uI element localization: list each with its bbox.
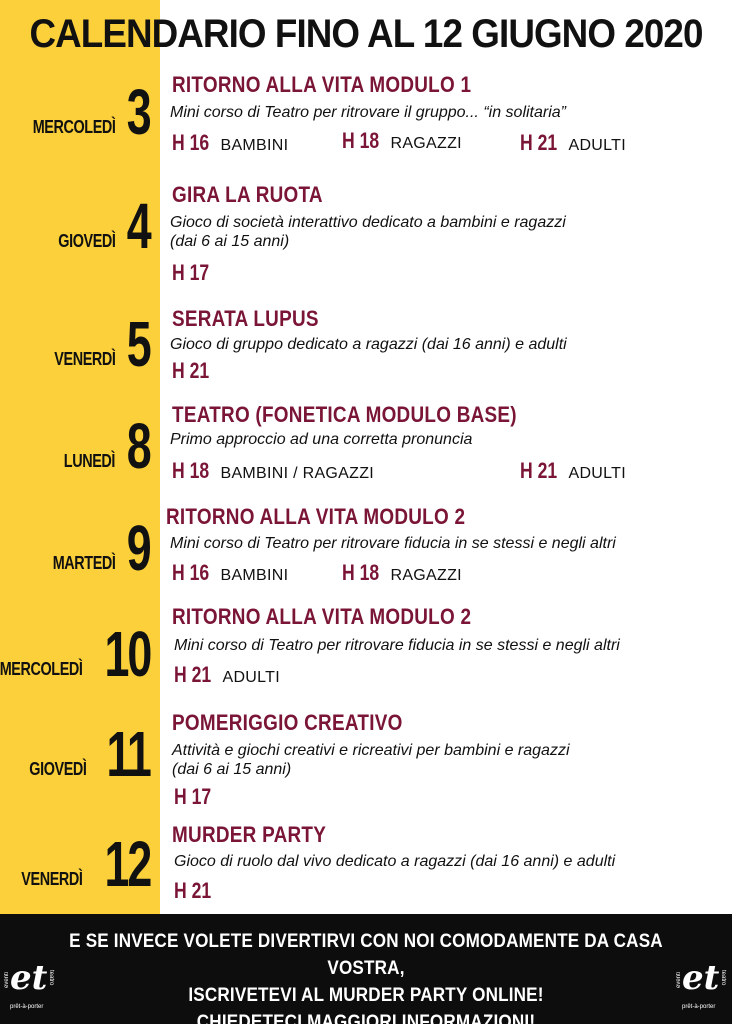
time-label: H 17 bbox=[174, 784, 212, 809]
time-slot bbox=[174, 662, 280, 688]
time-slot bbox=[172, 358, 218, 384]
time-label: H 17 bbox=[172, 260, 210, 285]
event-title: GIRA LA RUOTA bbox=[172, 182, 323, 207]
day-number: 11 bbox=[106, 718, 150, 790]
time-label: H 21 bbox=[172, 358, 210, 383]
time-slot bbox=[172, 260, 218, 286]
description-line: (dai 6 ai 15 anni) bbox=[170, 233, 290, 250]
date-block bbox=[6, 828, 150, 900]
time-slot bbox=[520, 130, 626, 156]
time-label: H 21 bbox=[174, 878, 212, 903]
date-block bbox=[15, 718, 150, 790]
day-number: 8 bbox=[127, 410, 150, 482]
audience-label: ADULTI bbox=[568, 137, 626, 154]
date-block bbox=[37, 512, 150, 584]
description-line: (dai 6 ai 15 anni) bbox=[172, 761, 292, 778]
time-slot bbox=[342, 560, 462, 586]
logo-mark: et bbox=[682, 958, 720, 998]
event-description: Mini corso di Teatro per ritrovare fiducia in se stessi e negli altri bbox=[174, 637, 620, 654]
time-slot bbox=[174, 784, 220, 810]
audience-label: RAGAZZI bbox=[390, 567, 462, 584]
day-number: 10 bbox=[104, 618, 150, 690]
day-number: 4 bbox=[127, 190, 150, 262]
time-slot bbox=[342, 128, 462, 154]
weekday-label: GIOVEDÌ bbox=[58, 231, 116, 251]
weekday-label: MERCOLEDÌ bbox=[0, 659, 83, 679]
event-description: Mini corso di Teatro per ritrovare il gruppo... “in solitaria” bbox=[170, 104, 567, 121]
audience-label: ADULTI bbox=[568, 465, 626, 482]
weekday-label: MERCOLEDÌ bbox=[32, 117, 116, 137]
day-number: 12 bbox=[104, 828, 150, 900]
time-label: H 16 bbox=[172, 130, 210, 155]
date-block bbox=[39, 308, 150, 380]
time-label: H 21 bbox=[520, 130, 558, 155]
logo-bottom-text: prêt-à-porter bbox=[682, 1004, 716, 1010]
time-label: H 16 bbox=[172, 560, 210, 585]
logo-side-text: eventi bbox=[4, 972, 10, 989]
time-slot bbox=[172, 130, 288, 156]
logo-bottom-text: prêt-à-porter bbox=[10, 1004, 44, 1010]
weekday-label: VENERDÌ bbox=[21, 869, 83, 889]
time-label: H 21 bbox=[520, 458, 558, 483]
logo-side-text: teatro bbox=[720, 970, 726, 986]
logo-left bbox=[4, 958, 58, 1016]
time-slot bbox=[174, 878, 220, 904]
event-description bbox=[172, 741, 732, 779]
description-line: Gioco di società interattivo dedicato a bambini e ragazzi bbox=[170, 214, 566, 231]
date-block bbox=[12, 76, 150, 148]
logo-right bbox=[676, 958, 730, 1016]
logo-side-text: eventi bbox=[676, 972, 682, 989]
time-label: H 18 bbox=[342, 560, 380, 585]
day-number: 5 bbox=[127, 308, 150, 380]
date-block bbox=[44, 190, 150, 262]
event-description: Mini corso di Teatro per ritrovare fiducia in se stessi e negli altri bbox=[170, 535, 616, 552]
time-label: H 21 bbox=[174, 662, 212, 687]
event-title: RITORNO ALLA VITA MODULO 2 bbox=[172, 604, 472, 629]
time-label: H 18 bbox=[342, 128, 380, 153]
event-description: Gioco di gruppo dedicato a ragazzi (dai 16 anni) e adulti bbox=[170, 336, 567, 353]
weekday-label: LUNEDÌ bbox=[64, 451, 116, 471]
event-title: SERATA LUPUS bbox=[172, 306, 319, 331]
event-description: Gioco di ruolo dal vivo dedicato a ragazzi (dai 16 anni) e adulti bbox=[174, 853, 616, 870]
footer-line: E SE INVECE VOLETE DIVERTIRVI CON NOI COMODAMENTE DA CASA VOSTRA, bbox=[69, 931, 663, 979]
footer-banner bbox=[0, 914, 732, 1033]
date-block bbox=[51, 410, 150, 482]
event-title: MURDER PARTY bbox=[172, 822, 327, 847]
time-slot bbox=[520, 458, 626, 484]
day-number: 3 bbox=[127, 76, 150, 148]
event-description bbox=[170, 213, 730, 251]
logo-side-text: teatro bbox=[48, 970, 54, 986]
footer-line: ISCRIVETEVI AL MURDER PARTY ONLINE! bbox=[188, 985, 544, 1006]
event-title: TEATRO (FONETICA MODULO BASE) bbox=[172, 402, 517, 427]
audience-label: RAGAZZI bbox=[390, 135, 462, 152]
footer-message bbox=[0, 928, 732, 1036]
footer-line: CHIEDETECI MAGGIORI INFORMAZIONI! bbox=[196, 1012, 536, 1033]
audience-label: BAMBINI / RAGAZZI bbox=[220, 465, 375, 482]
time-slot bbox=[172, 458, 374, 484]
time-label: H 18 bbox=[172, 458, 210, 483]
weekday-label: MARTEDÌ bbox=[52, 553, 116, 573]
event-title: RITORNO ALLA VITA MODULO 1 bbox=[172, 72, 472, 97]
date-block bbox=[0, 618, 150, 690]
logo-mark: et bbox=[10, 958, 48, 998]
event-description: Primo approccio ad una corretta pronuncia bbox=[170, 431, 473, 448]
event-title: POMERIGGIO CREATIVO bbox=[172, 710, 403, 735]
time-slot bbox=[172, 560, 288, 586]
weekday-label: GIOVEDÌ bbox=[29, 759, 87, 779]
audience-label: BAMBINI bbox=[220, 567, 289, 584]
audience-label: BAMBINI bbox=[220, 137, 289, 154]
weekday-label: VENERDÌ bbox=[54, 349, 116, 369]
description-line: Attività e giochi creativi e ricreativi per bambini e ragazzi bbox=[172, 742, 570, 759]
event-title: RITORNO ALLA VITA MODULO 2 bbox=[166, 504, 466, 529]
day-number: 9 bbox=[127, 512, 150, 584]
audience-label: ADULTI bbox=[222, 669, 280, 686]
page-title: CALENDARIO FINO AL 12 GIUGNO 2020 bbox=[29, 12, 703, 56]
